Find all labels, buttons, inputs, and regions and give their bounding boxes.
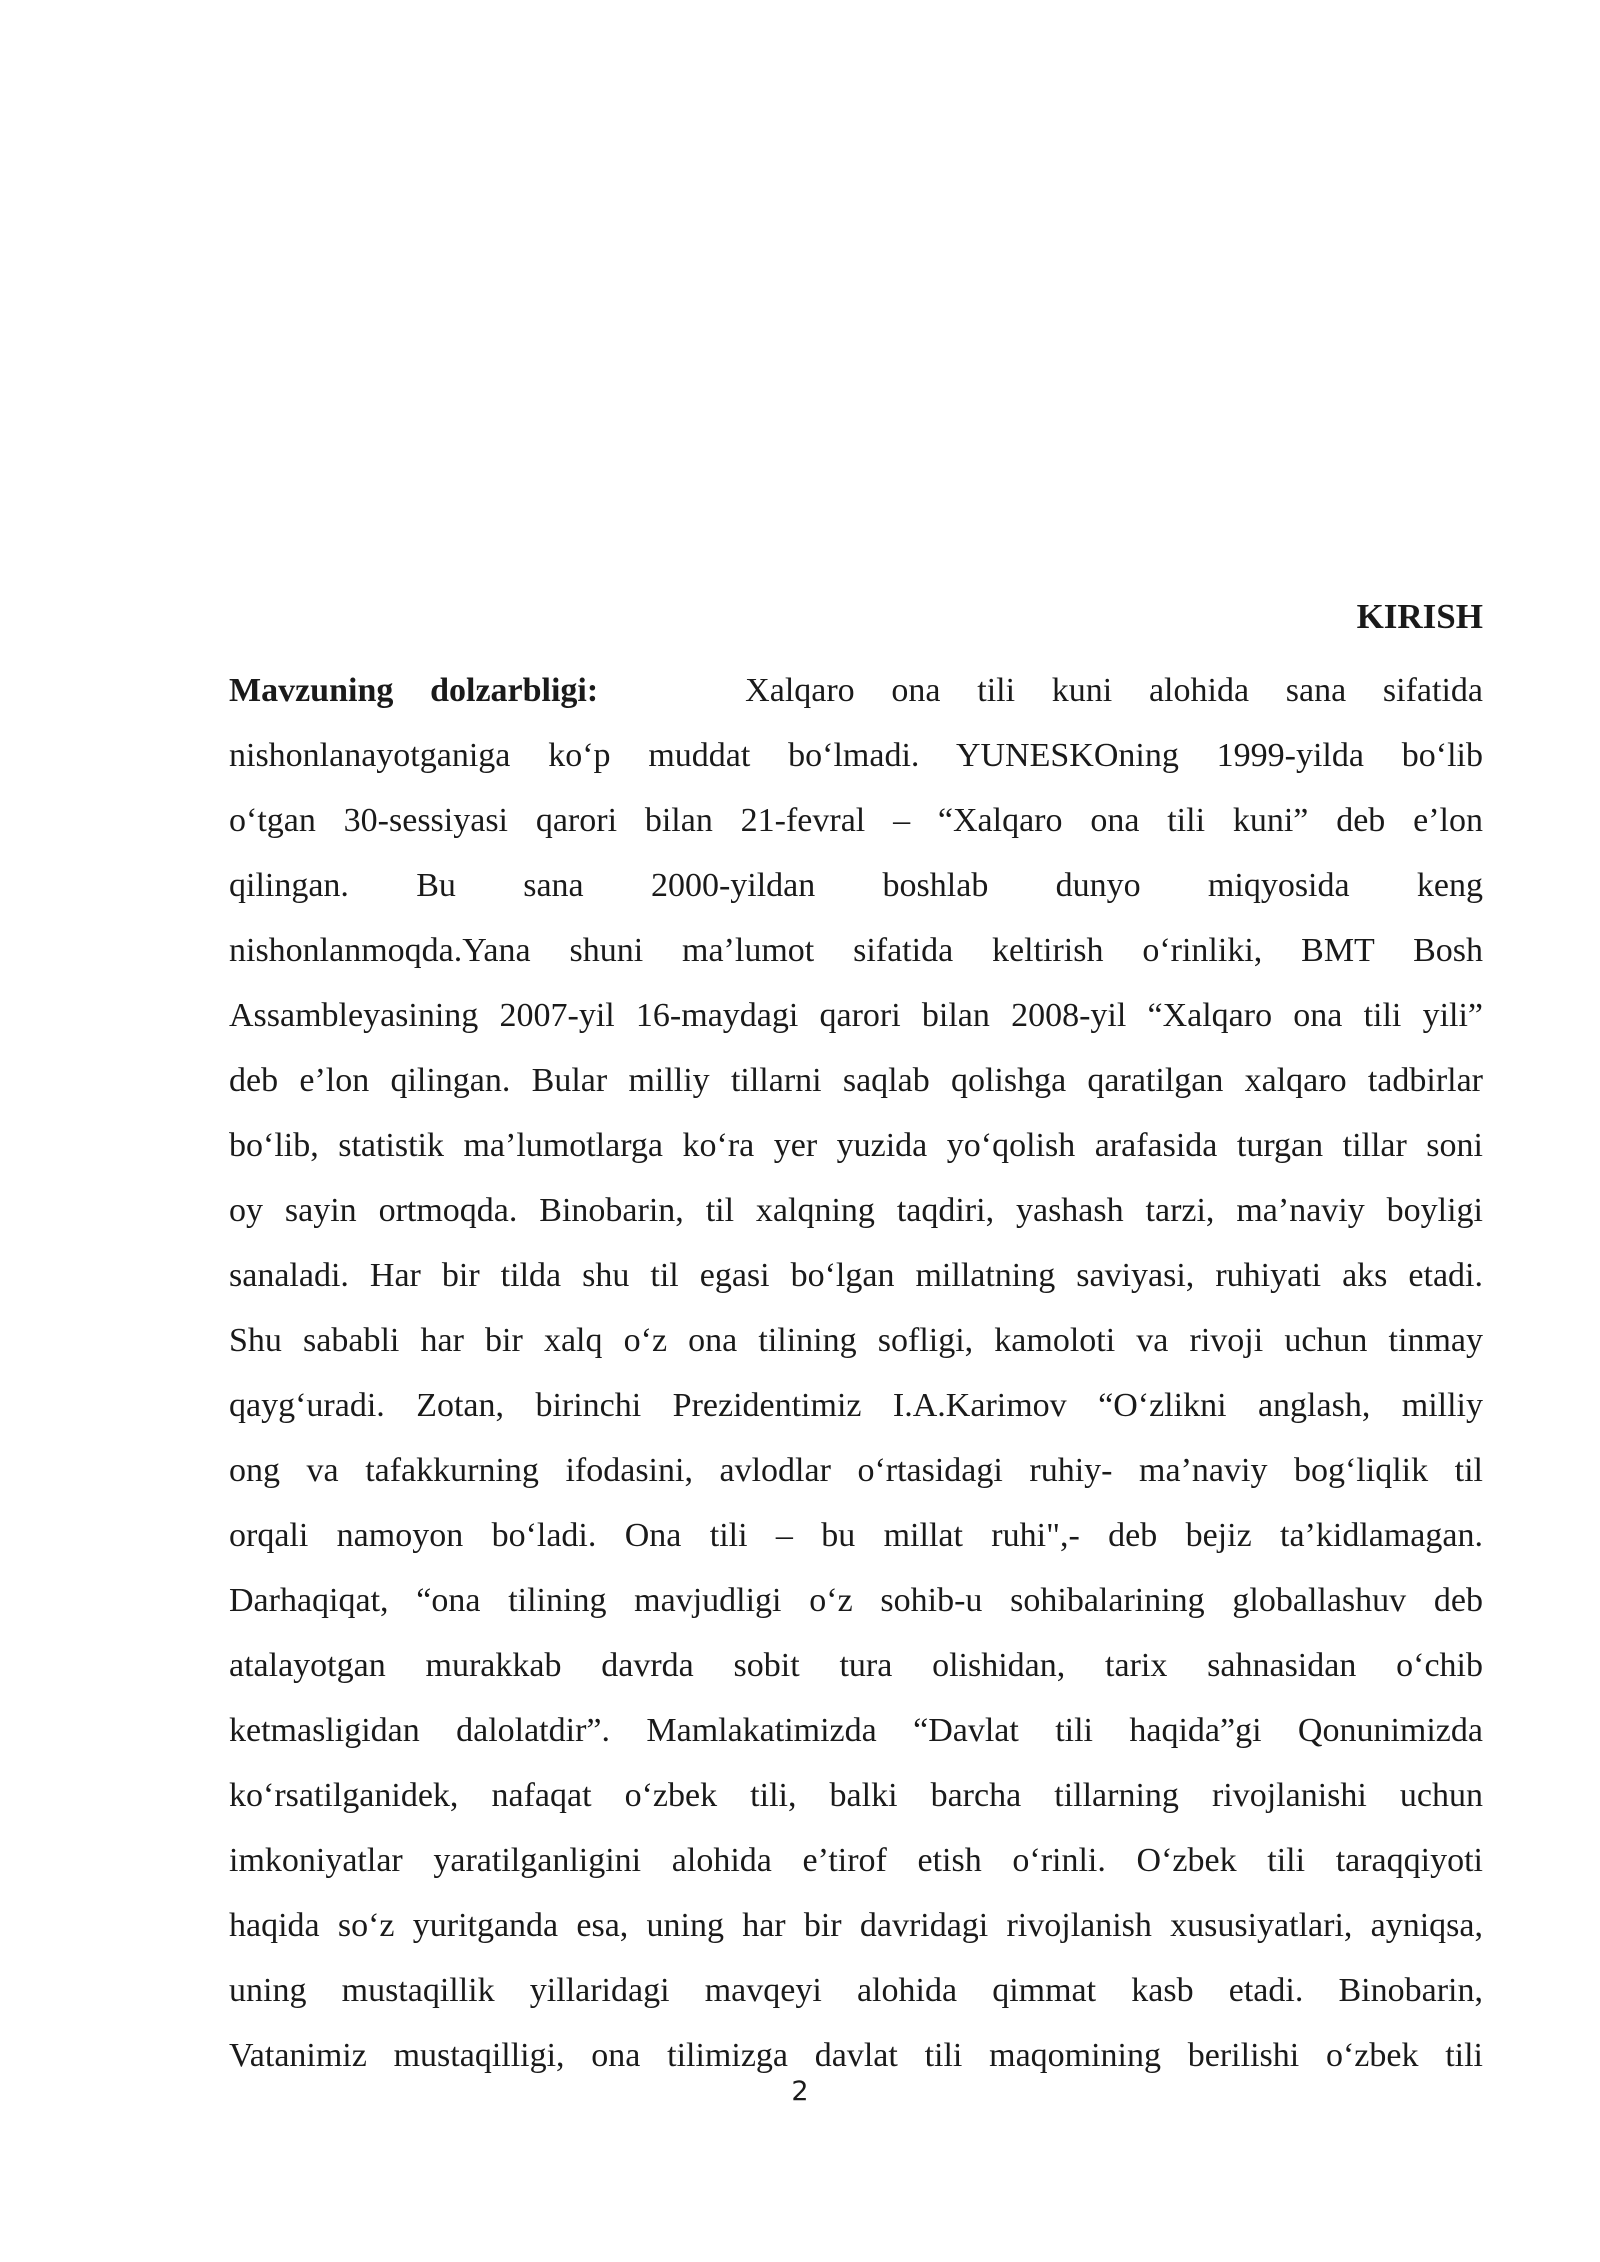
section-heading: KIRISH xyxy=(1356,597,1483,636)
text-line: Shu sababli har bir xalq o‘z ona tilining sofligi, kamoloti va rivoji uchun tinmay xyxy=(229,1322,1483,1359)
text-line: o‘tgan 30-sessiyasi qarori bilan 21-fevral – “Xalqaro ona tili kuni” deb e’lon xyxy=(229,802,1483,839)
text-line: deb e’lon qilingan. Bular milliy tillarni saqlab qolishga qaratilgan xalqaro tadbirlar xyxy=(229,1062,1483,1099)
text-line: ko‘rsatilganidek, nafaqat o‘zbek tili, balki barcha tillarning rivojlanishi uchun xyxy=(229,1777,1483,1814)
text-line: atalayotgan murakkab davrda sobit tura olishidan, tarix sahnasidan o‘chib xyxy=(229,1647,1483,1684)
text-line: Assambleyasining 2007-yil 16-maydagi qarori bilan 2008-yil “Xalqaro ona tili yili” xyxy=(229,997,1483,1034)
text-line xyxy=(229,658,1483,723)
text-line: oy sayin ortmoqda. Binobarin, til xalqning taqdiri, yashash tarzi, ma’naviy boyligi xyxy=(229,1192,1483,1229)
text-line: orqali namoyon bo‘ladi. Ona tili – bu millat ruhi",- deb bejiz ta’kidlamagan. xyxy=(229,1517,1483,1554)
lead-phrase: Mavzuning dolzarbligi: xyxy=(229,672,599,709)
text-line: haqida so‘z yuritganda esa, uning har bir davridagi rivojlanish xususiyatlari, ayniqsa, xyxy=(229,1907,1483,1944)
text-line-content: Xalqaro ona tili kuni alohida sana sifatida xyxy=(745,672,1483,709)
text-line: ong va tafakkurning ifodasini, avlodlar o‘rtasidagi ruhiy- ma’naviy bog‘liqlik til xyxy=(229,1452,1483,1489)
text-line: nishonlanmoqda.Yana shuni ma’lumot sifatida keltirish o‘rinliki, BMT Bosh xyxy=(229,932,1483,969)
text-line: imkoniyatlar yaratilganligini alohida e’tirof etish o‘rinli. O‘zbek tili taraqqiyoti xyxy=(229,1842,1483,1879)
text-line: qayg‘uradi. Zotan, birinchi Prezidentimiz I.A.Karimov “O‘zlikni anglash, milliy xyxy=(229,1387,1483,1424)
text-line: Vatanimiz mustaqilligi, ona tilimizga davlat tili maqomining berilishi o‘zbek tili xyxy=(229,2037,1483,2074)
body-paragraph xyxy=(229,658,1483,2088)
text-line: ketmasligidan dalolatdir”. Mamlakatimizda “Davlat tili haqida”gi Qonunimizda xyxy=(229,1712,1483,1749)
text-line: Darhaqiqat, “ona tilining mavjudligi o‘z sohib-u sohibalarining globallashuv deb xyxy=(229,1582,1483,1619)
page-number: 2 xyxy=(791,2076,809,2107)
text-line: qilingan. Bu sana 2000-yildan boshlab dunyo miqyosida keng xyxy=(229,867,1483,904)
text-line: uning mustaqillik yillaridagi mavqeyi alohida qimmat kasb etadi. Binobarin, xyxy=(229,1972,1483,2009)
text-line: nishonlanayotganiga ko‘p muddat bo‘lmadi. YUNESKOning 1999-yilda bo‘lib xyxy=(229,737,1483,774)
text-line: sanaladi. Har bir tilda shu til egasi bo‘lgan millatning saviyasi, ruhiyati aks etadi. xyxy=(229,1257,1483,1294)
text-line: bo‘lib, statistik ma’lumotlarga ko‘ra yer yuzida yo‘qolish arafasida turgan tillar soni xyxy=(229,1127,1483,1164)
